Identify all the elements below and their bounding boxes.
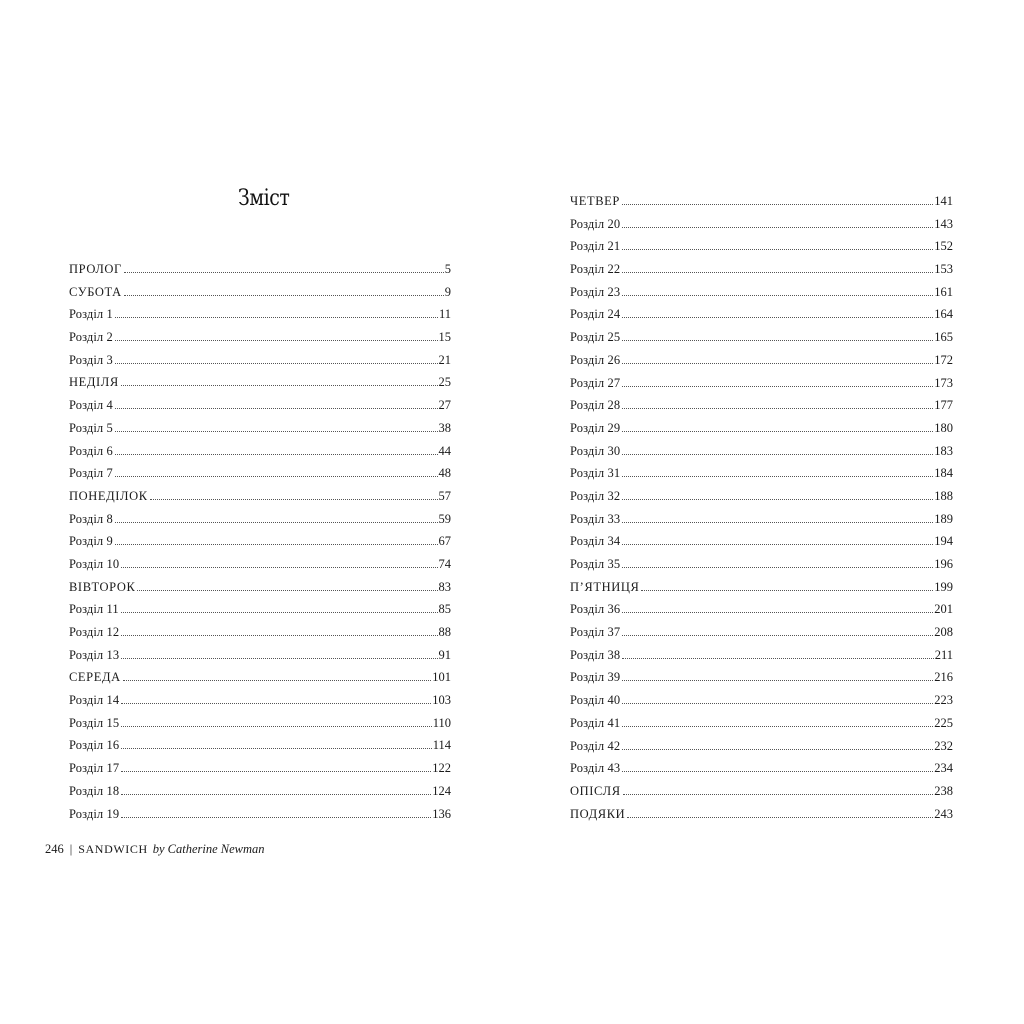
dot-leader bbox=[121, 566, 437, 568]
toc-entry-label: Розділ 43 bbox=[570, 761, 621, 776]
toc-entry bbox=[69, 553, 451, 576]
toc-entry bbox=[69, 326, 451, 349]
toc-entry-label: Розділ 12 bbox=[69, 625, 120, 639]
toc-entry bbox=[570, 394, 953, 417]
toc-entry-label: Розділ 14 bbox=[69, 693, 120, 708]
dot-leader bbox=[124, 271, 444, 273]
toc-entry-page-number: 110 bbox=[432, 715, 451, 730]
dot-leader bbox=[121, 611, 438, 613]
dot-leader bbox=[115, 362, 438, 364]
toc-entry bbox=[69, 417, 451, 440]
toc-entry-label: Розділ 2 bbox=[69, 330, 113, 345]
toc-entry bbox=[570, 735, 953, 758]
dot-leader bbox=[115, 316, 438, 318]
dot-leader bbox=[622, 611, 933, 613]
toc-entry bbox=[570, 462, 953, 485]
toc-entry-page-number: 48 bbox=[438, 466, 451, 481]
dot-leader bbox=[622, 748, 933, 750]
toc-entry bbox=[570, 213, 953, 236]
dot-leader bbox=[622, 248, 933, 250]
toc-entry-label: Розділ 20 bbox=[570, 216, 621, 231]
dot-leader bbox=[622, 702, 933, 704]
toc-entry-page-number: 11 bbox=[438, 307, 451, 322]
dot-leader bbox=[622, 203, 933, 205]
toc-entry-page-number: 5 bbox=[444, 262, 451, 276]
toc-entry bbox=[69, 303, 451, 326]
toc-entry bbox=[69, 349, 451, 372]
toc-entry-label: Розділ 32 bbox=[570, 488, 621, 503]
toc-entry bbox=[570, 712, 953, 735]
toc-entry-page-number: 201 bbox=[934, 602, 953, 617]
toc-entry-page-number: 9 bbox=[444, 284, 451, 299]
toc-entry-page-number: 74 bbox=[438, 556, 451, 571]
toc-entry bbox=[69, 530, 451, 553]
dot-leader bbox=[115, 453, 438, 455]
dot-leader bbox=[121, 747, 432, 749]
toc-entry-label: Розділ 27 bbox=[570, 375, 621, 390]
dot-leader bbox=[150, 498, 438, 500]
dot-leader bbox=[121, 384, 438, 386]
toc-entry-page-number: 243 bbox=[934, 806, 953, 821]
toc-entry-label: Розділ 36 bbox=[570, 602, 621, 617]
toc-entry-page-number: 188 bbox=[934, 488, 953, 503]
toc-entry bbox=[69, 485, 451, 508]
toc-entry bbox=[570, 644, 953, 667]
toc-entry bbox=[570, 258, 953, 281]
toc-entry-label: ПОДЯКИ bbox=[570, 806, 626, 821]
toc-entry-page-number: 124 bbox=[432, 783, 451, 798]
toc-entry-page-number: 153 bbox=[934, 262, 953, 277]
toc-entry-label: Розділ 34 bbox=[570, 534, 621, 549]
toc-entry-label: Розділ 29 bbox=[570, 420, 621, 435]
toc-entry-page-number: 189 bbox=[934, 511, 953, 526]
toc-entry-label: Розділ 18 bbox=[69, 783, 120, 798]
toc-entry-page-number: 161 bbox=[934, 284, 953, 299]
toc-entry bbox=[570, 530, 953, 553]
toc-entry bbox=[570, 757, 953, 780]
toc-entry bbox=[69, 394, 451, 417]
toc-entry-label: Розділ 30 bbox=[570, 443, 621, 458]
dot-leader bbox=[137, 589, 437, 591]
toc-entry-label: Розділ 35 bbox=[570, 557, 621, 571]
dot-leader bbox=[622, 657, 934, 659]
toc-entry-page-number: 183 bbox=[934, 443, 953, 458]
toc-entry-label: Розділ 8 bbox=[69, 511, 113, 526]
dot-leader bbox=[627, 816, 933, 818]
toc-entry-page-number: 165 bbox=[934, 330, 953, 345]
toc-entry-label: Розділ 25 bbox=[570, 330, 621, 345]
dot-leader bbox=[622, 294, 933, 296]
toc-entry bbox=[69, 666, 451, 689]
dot-leader bbox=[622, 725, 933, 727]
toc-entry bbox=[570, 780, 953, 803]
dot-leader bbox=[622, 385, 933, 387]
toc-entry-label: Розділ 38 bbox=[570, 647, 621, 662]
toc-entry bbox=[570, 689, 953, 712]
dot-leader bbox=[622, 475, 933, 477]
toc-entry-label: СЕРЕДА bbox=[69, 670, 121, 685]
toc-entry-page-number: 67 bbox=[438, 534, 451, 549]
toc-entry-page-number: 44 bbox=[438, 443, 451, 458]
toc-entry-page-number: 208 bbox=[934, 625, 953, 640]
dot-leader bbox=[115, 475, 438, 477]
toc-entry-label: Розділ 24 bbox=[570, 307, 621, 322]
toc-entry bbox=[570, 621, 953, 644]
toc-left-column bbox=[69, 258, 451, 825]
toc-entry bbox=[69, 576, 451, 599]
toc-entry-label: Розділ 11 bbox=[69, 602, 119, 617]
dot-leader bbox=[121, 657, 437, 659]
toc-entry-page-number: 91 bbox=[438, 647, 451, 662]
toc-entry bbox=[69, 371, 451, 394]
toc-entry bbox=[570, 349, 953, 372]
toc-entry bbox=[69, 757, 451, 780]
toc-entry bbox=[570, 508, 953, 531]
toc-entry-page-number: 199 bbox=[934, 579, 953, 594]
dot-leader bbox=[622, 339, 933, 341]
toc-entry-label: Розділ 19 bbox=[69, 806, 120, 821]
dot-leader bbox=[121, 793, 431, 795]
dot-leader bbox=[622, 521, 933, 523]
toc-entry-page-number: 196 bbox=[934, 557, 953, 571]
toc-entry bbox=[570, 303, 953, 326]
toc-entry-label: Розділ 15 bbox=[69, 715, 120, 730]
page-title: Зміст bbox=[238, 186, 290, 211]
toc-entry-page-number: 180 bbox=[934, 420, 953, 435]
toc-entry-page-number: 38 bbox=[438, 420, 451, 435]
dot-leader bbox=[641, 589, 933, 591]
toc-entry bbox=[69, 281, 451, 304]
toc-entry-page-number: 173 bbox=[934, 375, 953, 390]
toc-entry-page-number: 15 bbox=[438, 330, 451, 345]
toc-entry-page-number: 114 bbox=[432, 738, 451, 753]
toc-entry bbox=[69, 644, 451, 667]
toc-entry-page-number: 27 bbox=[438, 398, 451, 413]
dot-leader bbox=[622, 566, 933, 568]
toc-right-column bbox=[570, 190, 953, 825]
toc-entry bbox=[69, 734, 451, 757]
toc-entry bbox=[570, 190, 953, 213]
toc-entry-label: Розділ 3 bbox=[69, 352, 113, 367]
toc-entry-page-number: 88 bbox=[438, 625, 451, 639]
toc-entry-page-number: 25 bbox=[438, 375, 451, 390]
toc-entry-page-number: 184 bbox=[934, 466, 953, 481]
toc-entry-label: Розділ 37 bbox=[570, 625, 621, 640]
toc-entry-label: Розділ 17 bbox=[69, 761, 120, 776]
toc-entry bbox=[69, 440, 451, 463]
toc-entry-label: Розділ 9 bbox=[69, 534, 113, 549]
toc-entry bbox=[570, 281, 953, 304]
toc-entry-label: Розділ 33 bbox=[570, 511, 621, 526]
toc-entry bbox=[69, 462, 451, 485]
toc-entry-label: ВІВТОРОК bbox=[69, 579, 136, 594]
dot-leader bbox=[121, 770, 431, 772]
toc-entry-page-number: 85 bbox=[438, 602, 451, 617]
dot-leader bbox=[622, 430, 933, 432]
dot-leader bbox=[622, 226, 933, 228]
toc-entry-page-number: 194 bbox=[934, 534, 953, 549]
toc-entry bbox=[570, 485, 953, 508]
toc-entry-label: НЕДІЛЯ bbox=[69, 375, 119, 390]
dot-leader bbox=[622, 634, 933, 636]
dot-leader bbox=[115, 407, 438, 409]
dot-leader bbox=[124, 294, 444, 296]
toc-entry bbox=[570, 417, 953, 440]
toc-entry-page-number: 83 bbox=[438, 579, 451, 594]
toc-entry-label: Розділ 10 bbox=[69, 556, 120, 571]
toc-entry bbox=[69, 803, 451, 826]
toc-entry-page-number: 59 bbox=[438, 511, 451, 526]
dot-leader bbox=[115, 543, 438, 545]
toc-entry-page-number: 234 bbox=[934, 761, 953, 776]
toc-entry-label: Розділ 41 bbox=[570, 715, 621, 730]
toc-entry-page-number: 143 bbox=[934, 216, 953, 231]
toc-entry-page-number: 21 bbox=[438, 352, 451, 367]
toc-entry bbox=[570, 372, 953, 395]
dot-leader bbox=[622, 543, 933, 545]
toc-entry-page-number: 225 bbox=[934, 715, 953, 730]
dot-leader bbox=[123, 679, 432, 681]
toc-entry bbox=[570, 598, 953, 621]
dot-leader bbox=[623, 793, 934, 795]
toc-entry-label: ПРОЛОГ bbox=[69, 262, 122, 276]
dot-leader bbox=[622, 498, 933, 500]
footer-page-number: 246 bbox=[45, 842, 64, 856]
dot-leader bbox=[121, 725, 432, 727]
toc-entry-label: Розділ 13 bbox=[69, 647, 120, 662]
toc-entry bbox=[69, 508, 451, 531]
toc-entry-page-number: 101 bbox=[432, 670, 451, 685]
toc-entry bbox=[570, 440, 953, 463]
toc-entry-page-number: 238 bbox=[934, 783, 953, 798]
toc-entry-label: ПОНЕДІЛОК bbox=[69, 488, 148, 503]
dot-leader bbox=[121, 634, 437, 636]
footer-byline: by Catherine Newman bbox=[152, 842, 265, 856]
toc-entry-page-number: 141 bbox=[934, 194, 953, 208]
dot-leader bbox=[622, 407, 933, 409]
toc-entry-label: Розділ 40 bbox=[570, 693, 621, 708]
toc-entry-label: Розділ 16 bbox=[69, 738, 120, 753]
toc-entry-page-number: 103 bbox=[432, 693, 451, 708]
toc-entry-page-number: 232 bbox=[934, 738, 953, 753]
toc-entry-page-number: 122 bbox=[432, 761, 451, 776]
toc-entry bbox=[69, 780, 451, 803]
toc-entry-label: Розділ 42 bbox=[570, 738, 621, 753]
toc-entry bbox=[570, 576, 953, 599]
toc-entry bbox=[570, 666, 953, 689]
toc-entry bbox=[570, 803, 953, 826]
toc-entry bbox=[69, 598, 451, 621]
dot-leader bbox=[121, 816, 431, 818]
toc-entry bbox=[570, 235, 953, 258]
dot-leader bbox=[115, 339, 438, 341]
toc-entry-label: Розділ 4 bbox=[69, 398, 113, 413]
toc-entry-label: Розділ 5 bbox=[69, 420, 113, 435]
dot-leader bbox=[622, 679, 933, 681]
toc-entry-page-number: 211 bbox=[934, 647, 953, 662]
toc-entry-label: СУБОТА bbox=[69, 284, 122, 299]
toc-entry-page-number: 172 bbox=[934, 352, 953, 367]
dot-leader bbox=[622, 770, 933, 772]
running-footer bbox=[45, 842, 265, 857]
toc-entry-label: Розділ 1 bbox=[69, 307, 113, 322]
toc-entry-page-number: 57 bbox=[438, 488, 451, 503]
toc-entry-label: Розділ 6 bbox=[69, 443, 113, 458]
toc-entry bbox=[69, 621, 451, 644]
dot-leader bbox=[115, 521, 438, 523]
footer-separator: | bbox=[69, 842, 73, 856]
toc-entry bbox=[570, 553, 953, 576]
toc-entry bbox=[69, 712, 451, 735]
toc-entry bbox=[69, 689, 451, 712]
toc-entry-label: ЧЕТВЕР bbox=[570, 194, 620, 208]
toc-entry-label: Розділ 39 bbox=[570, 670, 621, 685]
toc-entry-page-number: 177 bbox=[934, 398, 953, 413]
toc-entry-page-number: 152 bbox=[934, 239, 953, 254]
toc-entry-label: Розділ 23 bbox=[570, 284, 621, 299]
toc-entry-label: Розділ 7 bbox=[69, 466, 113, 481]
dot-leader bbox=[622, 316, 933, 318]
toc-entry-page-number: 136 bbox=[432, 806, 451, 821]
footer-book-title: SANDWICH bbox=[78, 842, 148, 856]
dot-leader bbox=[622, 453, 933, 455]
dot-leader bbox=[115, 430, 438, 432]
toc-entry-page-number: 223 bbox=[934, 693, 953, 708]
dot-leader bbox=[121, 702, 431, 704]
toc-entry-label: Розділ 26 bbox=[570, 352, 621, 367]
toc-entry bbox=[69, 258, 451, 281]
dot-leader bbox=[622, 271, 933, 273]
toc-entry-label: Розділ 31 bbox=[570, 466, 621, 481]
toc-entry-page-number: 164 bbox=[934, 307, 953, 322]
dot-leader bbox=[622, 362, 933, 364]
toc-entry bbox=[570, 326, 953, 349]
toc-entry-label: ОПІСЛЯ bbox=[570, 783, 621, 798]
toc-entry-page-number: 216 bbox=[934, 670, 953, 685]
toc-entry-label: П’ЯТНИЦЯ bbox=[570, 579, 640, 594]
toc-entry-label: Розділ 22 bbox=[570, 262, 621, 277]
toc-entry-label: Розділ 28 bbox=[570, 398, 621, 413]
toc-entry-label: Розділ 21 bbox=[570, 239, 621, 254]
